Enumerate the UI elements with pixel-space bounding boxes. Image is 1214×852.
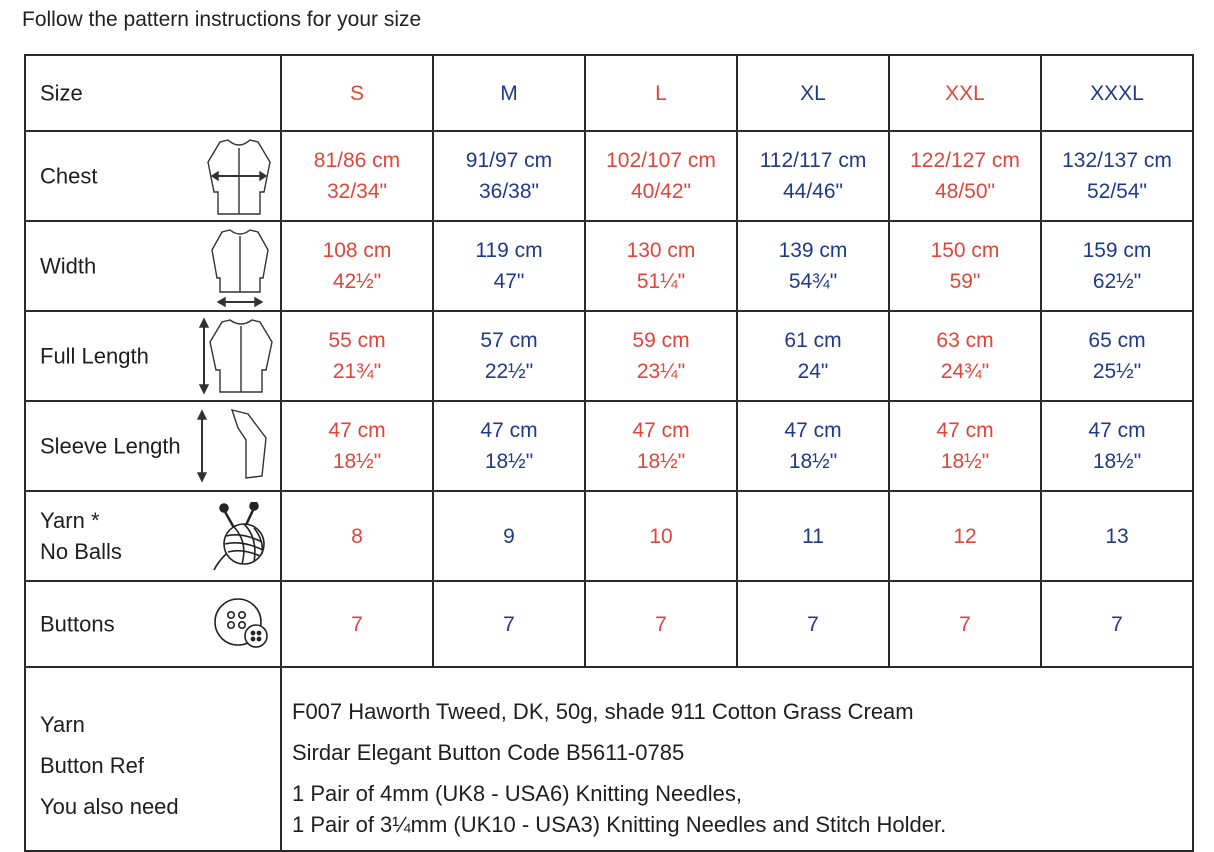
sleeve-length-icon	[194, 408, 270, 484]
chest-label: Chest	[40, 163, 98, 189]
buttons-cell: 7	[889, 581, 1041, 667]
buttons-cell: 7	[585, 581, 737, 667]
width-cell: 108 cm 42½"	[281, 221, 433, 311]
sleeve-length-cell: 47 cm 18½"	[585, 401, 737, 491]
intro-text: Follow the pattern instructions for your size	[22, 8, 422, 31]
yarn-balls-label: Yarn * No Balls	[40, 508, 122, 564]
size-l: L	[585, 55, 737, 131]
width-cell: 119 cm 47"	[433, 221, 585, 311]
buttons-row	[25, 581, 1193, 667]
yarn-balls-cell: 13	[1041, 491, 1193, 581]
yarn-balls-cell: 9	[433, 491, 585, 581]
also-need-line-1: 1 Pair of 4mm (UK8 - USA6) Knitting Needles,	[292, 780, 742, 806]
chest-cell: 81/86 cm 32/34"	[281, 131, 433, 221]
sleeve-length-cell: 47 cm 18½"	[1041, 401, 1193, 491]
chest-cell: 122/127 cm 48/50"	[889, 131, 1041, 221]
full-length-cell: 65 cm 25½"	[1041, 311, 1193, 401]
size-xxl: XXL	[889, 55, 1041, 131]
buttons-cell: 7	[433, 581, 585, 667]
chest-cell: 132/137 cm 52/54"	[1041, 131, 1193, 221]
yarn-balls-cell: 10	[585, 491, 737, 581]
chest-cell: 91/97 cm 36/38"	[433, 131, 585, 221]
sleeve-length-cell: 47 cm 18½"	[889, 401, 1041, 491]
yarn-ref-value: F007 Haworth Tweed, DK, 50g, shade 911 Cotton Grass Cream	[292, 698, 914, 724]
sleeve-length-label-cell	[25, 401, 281, 491]
materials-row	[25, 667, 1193, 851]
size-table	[24, 54, 1194, 852]
width-cell: 130 cm 51¼"	[585, 221, 737, 311]
yarn-ref-label: Yarn	[40, 711, 85, 737]
width-label: Width	[40, 253, 97, 279]
yarn-balls-cell: 11	[737, 491, 889, 581]
materials-values	[281, 667, 1193, 851]
width-cell: 150 cm 59"	[889, 221, 1041, 311]
sleeve-length-cell: 47 cm 18½"	[737, 401, 889, 491]
buttons-cell: 7	[281, 581, 433, 667]
yarn-balls-label-cell	[25, 491, 281, 581]
also-need-label: You also need	[40, 793, 179, 819]
full-length-icon	[196, 316, 276, 396]
button-icon	[212, 596, 270, 652]
yarn-balls-cell: 12	[889, 491, 1041, 581]
button-ref-value: Sirdar Elegant Button Code B5611-0785	[292, 739, 685, 765]
full-length-cell: 55 cm 21¾"	[281, 311, 433, 401]
width-label-cell	[25, 221, 281, 311]
yarn-balls-row	[25, 491, 1193, 581]
size-xxxl: XXXL	[1041, 55, 1193, 131]
size-xl: XL	[737, 55, 889, 131]
buttons-cell: 7	[1041, 581, 1193, 667]
full-length-label: Full Length	[40, 343, 149, 369]
materials-labels	[25, 667, 281, 851]
yarn-ball-icon	[212, 502, 268, 572]
also-need-line-2: 1 Pair of 3¼mm (UK10 - USA3) Knitting Needles and Stitch Holder.	[292, 811, 947, 837]
size-m: M	[433, 55, 585, 131]
chest-icon	[206, 136, 272, 216]
buttons-cell: 7	[737, 581, 889, 667]
button-ref-label: Button Ref	[40, 752, 144, 778]
full-length-cell: 59 cm 23¼"	[585, 311, 737, 401]
yarn-balls-cell: 8	[281, 491, 433, 581]
chest-cell: 112/117 cm 44/46"	[737, 131, 889, 221]
width-row	[25, 221, 1193, 311]
width-cell: 159 cm 62½"	[1041, 221, 1193, 311]
chest-row	[25, 131, 1193, 221]
sleeve-length-cell: 47 cm 18½"	[433, 401, 585, 491]
sleeve-length-cell: 47 cm 18½"	[281, 401, 433, 491]
full-length-cell: 61 cm 24"	[737, 311, 889, 401]
buttons-label: Buttons	[40, 611, 115, 637]
width-cell: 139 cm 54¾"	[737, 221, 889, 311]
full-length-label-cell	[25, 311, 281, 401]
sleeve-length-row	[25, 401, 1193, 491]
full-length-cell: 63 cm 24¾"	[889, 311, 1041, 401]
width-icon	[210, 226, 270, 308]
size-s: S	[281, 55, 433, 131]
size-header-cell	[25, 55, 281, 131]
size-label: Size	[40, 80, 83, 106]
chest-cell: 102/107 cm 40/42"	[585, 131, 737, 221]
full-length-row	[25, 311, 1193, 401]
chest-label-cell	[25, 131, 281, 221]
buttons-label-cell	[25, 581, 281, 667]
sleeve-length-label: Sleeve Length	[40, 433, 181, 459]
size-header-row	[25, 55, 1193, 131]
full-length-cell: 57 cm 22½"	[433, 311, 585, 401]
